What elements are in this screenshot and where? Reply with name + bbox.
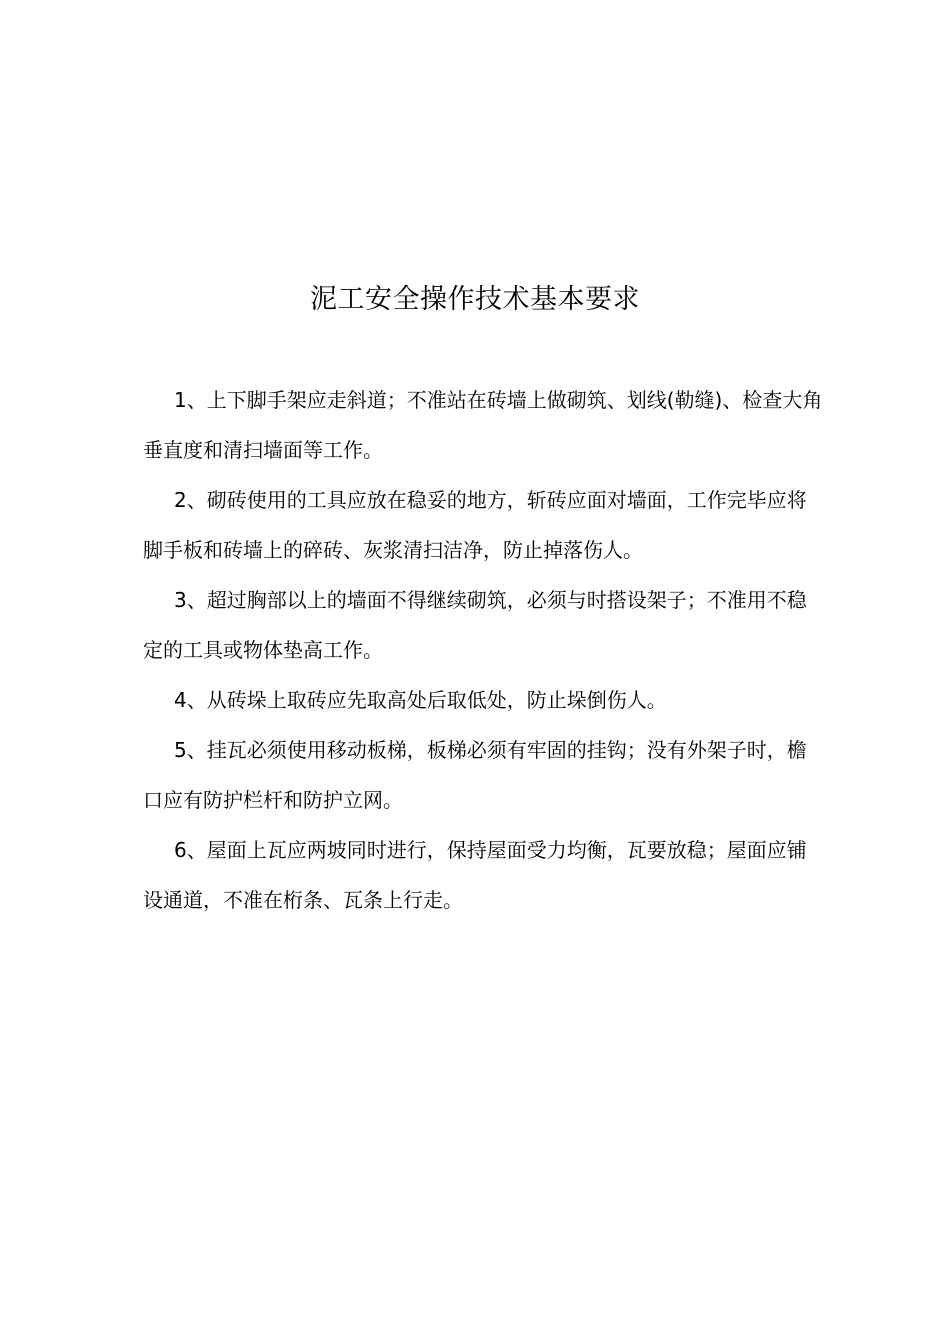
document-title: 泥工安全操作技术基本要求 xyxy=(310,284,640,315)
rule-item-3: 3、超过胸部以上的墙面不得继续砌筑，必须与时搭设架子；不准用不稳定的工具或物体垫高工作。 xyxy=(143,588,807,662)
rule-item-2: 2、砌砖使用的工具应放在稳妥的地方，斩砖应面对墙面，工作完毕应将脚手板和砖墙上的碎砖、灰浆清扫洁净，防止掉落伤人。 xyxy=(143,488,807,562)
rule-item-5: 5、挂瓦必须使用移动板梯，板梯必须有牢固的挂钩；没有外架子时，檐口应有防护栏杆和防护立网。 xyxy=(143,738,807,812)
rules-list xyxy=(143,375,823,925)
rule-item-4: 4、从砖垛上取砖应先取高处后取低处，防止垛倒伤人。 xyxy=(174,688,667,712)
rule-item-6: 6、屋面上瓦应两坡同时进行，保持屋面受力均衡，瓦要放稳；屋面应铺设通道，不准在桁条、瓦条上行走。 xyxy=(143,838,807,912)
rule-item-1: 1、上下脚手架应走斜道；不准站在砖墙上做砌筑、划线(勒缝)、检查大角垂直度和清扫墙面等工作。 xyxy=(143,388,823,462)
